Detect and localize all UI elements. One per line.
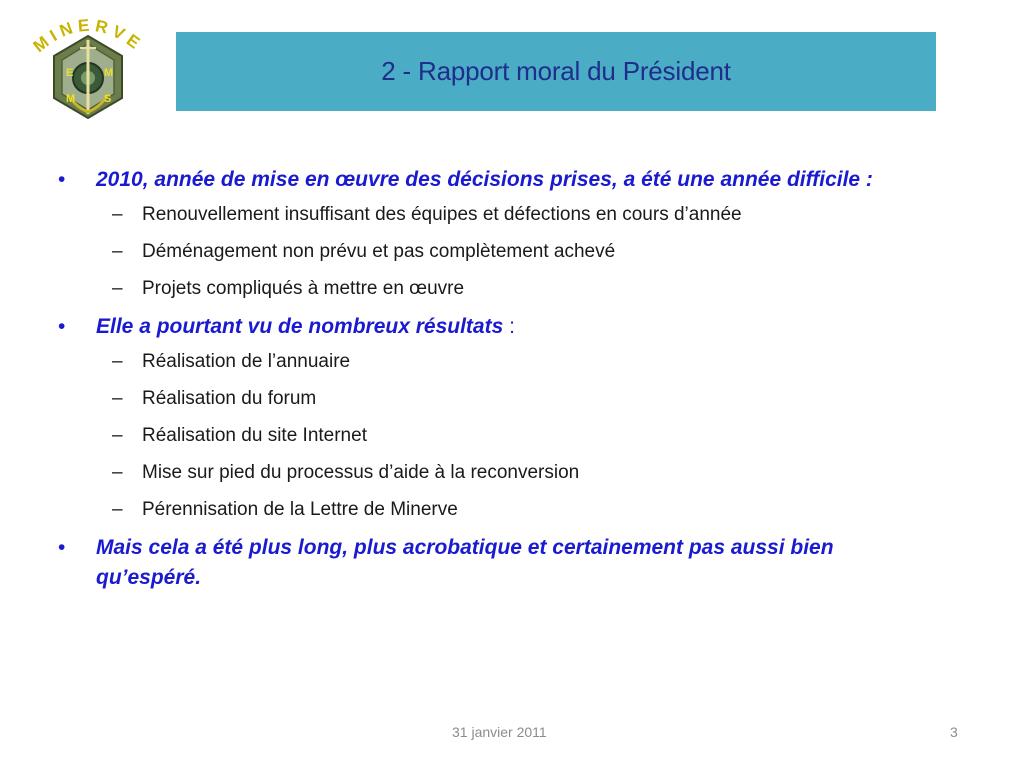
sub-bullet-text: Pérennisation de la Lettre de Minerve [142,499,458,520]
bullet-icon: • [58,168,66,191]
sub-bullet-item [58,496,938,524]
bullet-text: Elle a pourtant vu de nombreux résultats [96,315,504,338]
sub-bullet-item [58,348,938,376]
minerve-logo [18,14,158,132]
slide-title: 2 - Rapport moral du Président [381,56,731,86]
sub-bullet-text: Déménagement non prévu et pas complètement achevé [142,241,616,262]
sub-bullet-item [58,459,938,487]
minerve-emblem-icon [18,14,158,132]
bullet-item [58,312,938,342]
dash-icon: – [112,462,123,483]
logo-letter-1: E [66,67,74,79]
sub-bullet-text: Mise sur pied du processus d’aide à la reconversion [142,462,580,483]
sub-bullet-item [58,238,938,266]
bullet-item [58,533,938,593]
dash-icon: – [112,499,123,520]
bullet-icon: • [58,315,66,338]
bullet-icon: • [58,536,66,559]
logo-word: M I N E R V E [29,15,144,57]
bullet-text: 2010, année de mise en œuvre des décisions prises, a été une année difficile : [96,168,873,191]
page-number: 3 [950,724,958,740]
dash-icon: – [112,241,123,262]
sub-bullet-text: Réalisation du site Internet [142,425,367,446]
dash-icon: – [112,204,123,225]
slide-content [58,165,938,599]
dash-icon: – [112,351,123,372]
sub-bullet-item [58,275,938,303]
sub-bullet-text: Projets compliqués à mettre en œuvre [142,278,465,299]
logo-letter-2: M [104,67,114,79]
logo-letter-4: S [104,93,112,105]
dash-icon: – [112,388,123,409]
sub-bullet-item [58,201,938,229]
sub-bullet-item [58,422,938,450]
logo-letter-3: M [66,93,76,105]
sub-bullet-item [58,385,938,413]
bullet-tail: : [503,315,515,338]
sub-bullet-text: Réalisation de l’annuaire [142,351,351,372]
dash-icon: – [112,425,123,446]
sub-bullet-text: Renouvellement insuffisant des équipes et défections en cours d’année [142,204,742,225]
bullet-text: Mais cela a été plus long, plus acrobatique et certainement pas aussi bien qu’espéré. [96,536,834,589]
dash-icon: – [112,278,123,299]
title-bar [176,32,936,111]
sub-bullet-text: Réalisation du forum [142,388,317,409]
bullet-item [58,165,938,195]
footer-date: 31 janvier 2011 [452,724,547,740]
